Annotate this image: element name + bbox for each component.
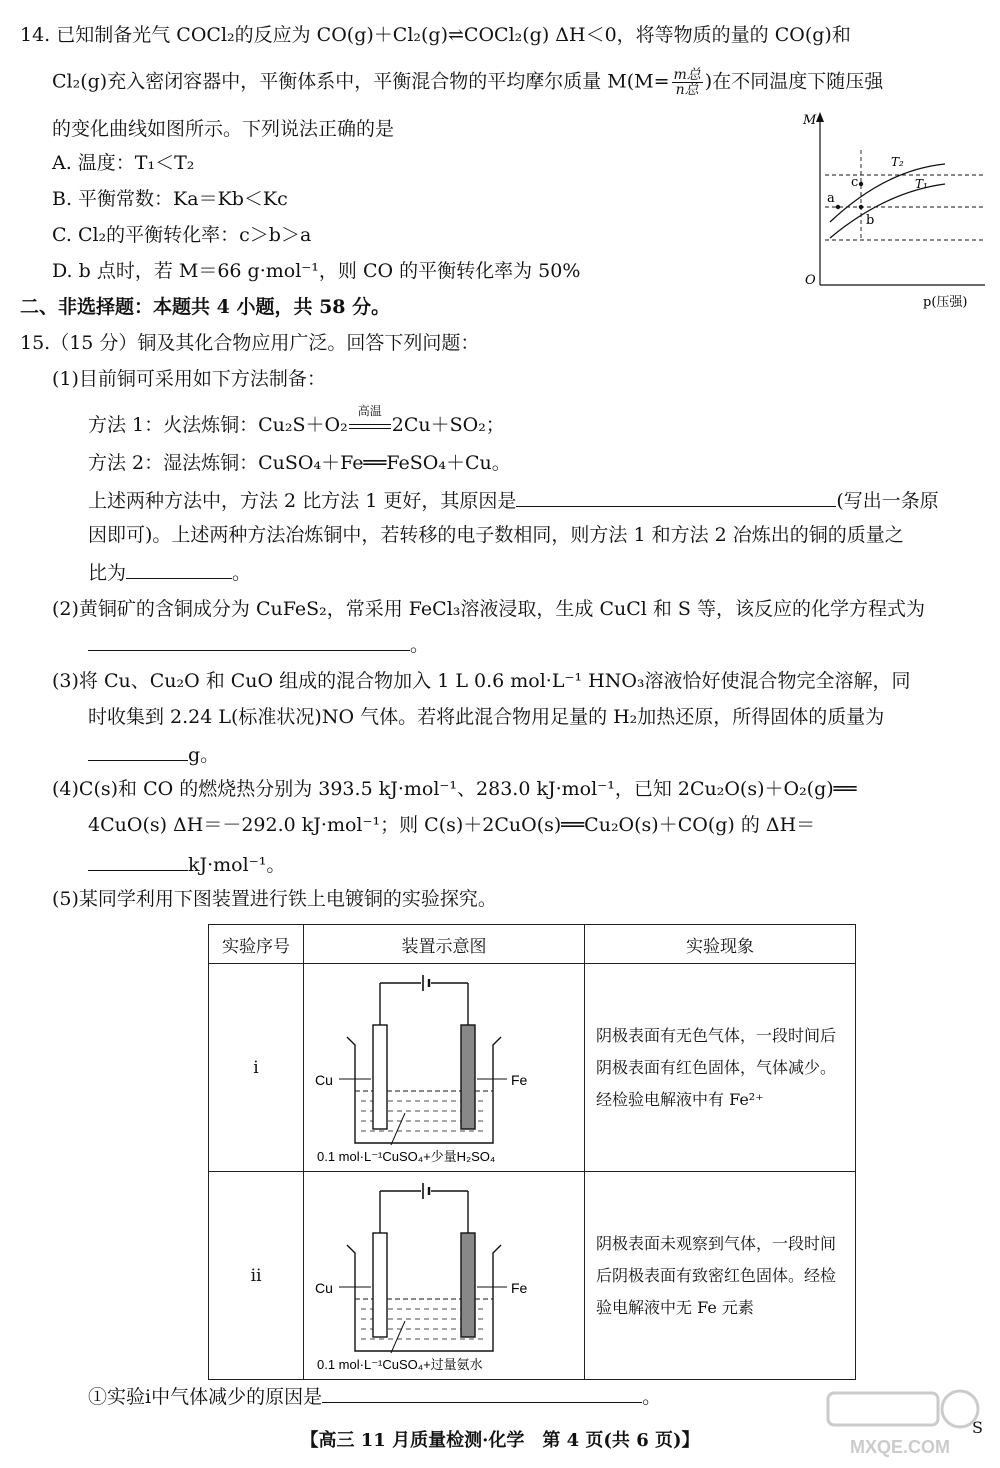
cu-electrode-1: [373, 1025, 387, 1129]
q14-line1: 14. 已知制备光气 COCl₂的反应为 CO(g)＋Cl₂(g)⇌COCl₂(g) ΔH＜0，将等物质的量的 CO(g)和: [20, 24, 851, 46]
solution-label-1: 0.1 mol·L⁻¹CuSO₄+少量H₂SO₄: [317, 1149, 496, 1164]
beaker-icon: [347, 1245, 501, 1351]
fe-electrode-2: [461, 1233, 475, 1337]
fe-electrode-1: [461, 1025, 475, 1129]
method1-lhs: 方法 1：火法炼铜：Cu₂S＋O₂: [88, 414, 348, 436]
q15-part2-answer: [88, 630, 429, 658]
sub1-end: 。: [642, 1386, 662, 1408]
beaker-icon: [347, 1037, 501, 1143]
method1-rhs: 2Cu＋SO₂；: [391, 414, 505, 436]
q15-part3-line1: (3)将 Cu、Cu₂O 和 CuO 组成的混合物加入 1 L 0.6 mol·L⁻¹ HNO₃溶液恰好使混合物完全溶解，同: [52, 670, 911, 692]
row1-id: ⅰ: [209, 964, 304, 1172]
electrolysis-cell-diagram-1: [305, 965, 583, 1165]
point-b: [859, 205, 863, 209]
q14-line2a: Cl₂(g)充入密闭容器中，平衡体系中，平衡混合物的平均摩尔质量 M(M=: [52, 70, 670, 93]
q15-ratio-line: [88, 558, 251, 586]
row2-id: ⅱ: [209, 1172, 304, 1380]
fraction-denominator: n总: [675, 82, 699, 98]
x-axis-label: p(压强): [923, 295, 968, 310]
table-header-row: [209, 925, 856, 964]
watermark-text: MXQE.COM: [850, 1437, 951, 1457]
y-axis-arrow: [816, 112, 824, 122]
ratio-text: 比为: [88, 562, 127, 584]
q15-part3-line2: 时收集到 2.24 L(标准状况)NO 气体。若将此混合物用足量的 H₂加热还原，所得固体的质量为: [88, 706, 885, 728]
q14-line2: [52, 68, 883, 97]
experiment-table: [208, 924, 856, 1380]
reaction-arrow: [348, 404, 392, 438]
cu-electrode-2: [373, 1233, 387, 1337]
table-row: [209, 1172, 856, 1380]
q15-part3-answer: [88, 740, 219, 768]
q15-reason-line: [88, 486, 939, 514]
q14-line3: 的变化曲线如图所示。下列说法正确的是: [52, 118, 395, 140]
part4-end: kJ·mol⁻¹。: [188, 854, 286, 876]
q15-sub1: [88, 1382, 661, 1410]
q15-part5: (5)某同学利用下图装置进行铁上电镀铜的实验探究。: [52, 888, 497, 910]
reason-text: 上述两种方法中，方法 2 比方法 1 更好，其原因是: [88, 490, 517, 512]
q15-part4-line2: 4CuO(s) ΔH＝－292.0 kJ·mol⁻¹；则 C(s)＋2CuO(s)══Cu₂O(s)＋CO(g) 的 ΔH＝: [88, 814, 816, 836]
q15-method1: [88, 404, 505, 438]
corner-mark: S: [972, 1418, 983, 1437]
row2-observation-text: 阴极表面未观察到气体，一段时间后阴极表面有致密红色固体。经检验电解液中无 Fe 元素: [596, 1233, 837, 1317]
point-b-label: b: [866, 213, 875, 228]
row1-observation-text: 阴极表面有无色气体，一段时间后阴极表面有红色固体，气体减少。经检验电解液中有 Fe²⁺: [596, 1025, 837, 1109]
q14-option-b[interactable]: B. 平衡常数：Ka＝Kb＜Kc: [52, 188, 288, 210]
point-c: [859, 182, 863, 186]
answer-blank-mass[interactable]: [88, 740, 188, 761]
answer-blank-equation[interactable]: [88, 630, 410, 651]
point-a-label: a: [827, 191, 835, 206]
curve-t2-label: T₂: [891, 155, 904, 169]
answer-blank-ratio[interactable]: [126, 558, 232, 579]
cu-label-2: Cu: [315, 1280, 333, 1296]
part2-end: 。: [410, 634, 430, 656]
q14-option-d[interactable]: D. b 点时，若 M＝66 g·mol⁻¹，则 CO 的平衡转化率为 50%: [52, 260, 581, 282]
ratio-end: 。: [232, 562, 252, 584]
answer-blank-reason[interactable]: [516, 486, 836, 507]
q14-option-a[interactable]: A. 温度：T₁＜T₂: [52, 152, 195, 174]
reason-tail: (写出一条原: [836, 490, 939, 512]
m-vs-pressure-chart: [795, 110, 1000, 310]
curve-t1: [830, 184, 945, 238]
table-row: [209, 964, 856, 1172]
origin-label: O: [805, 273, 816, 288]
row2-observation: [585, 1172, 856, 1380]
q15-method2: 方法 2：湿法炼铜：CuSO₄＋Fe══FeSO₄＋Cu。: [88, 452, 511, 474]
fraction-numerator: m总: [673, 67, 701, 83]
row1-diagram: [304, 964, 585, 1172]
point-c-label: c: [851, 175, 859, 190]
fe-label-1: Fe: [511, 1072, 528, 1088]
electrolysis-cell-diagram-2: [305, 1173, 583, 1373]
y-axis-label: M: [803, 113, 817, 128]
curve-t2: [830, 164, 945, 222]
header-observation: 实验现象: [585, 925, 856, 964]
q15-part1: (1)目前铜可采用如下方法制备：: [52, 368, 326, 390]
q15-part4-answer: [88, 850, 285, 878]
header-id: 实验序号: [209, 925, 304, 964]
cu-label-1: Cu: [315, 1072, 333, 1088]
point-a: [836, 205, 840, 209]
equals-sign-icon: [349, 424, 391, 429]
q14-option-c[interactable]: C. Cl₂的平衡转化率：c＞b＞a: [52, 224, 312, 246]
answer-blank-enthalpy[interactable]: [88, 850, 188, 871]
reaction-condition: 高温: [357, 404, 382, 418]
q14-line2b: )在不同温度下随压强: [704, 70, 884, 93]
part3-end: g。: [188, 744, 220, 766]
page-footer: 【高三 11 月质量检测·化学 第 4 页(共 6 页)】: [300, 1430, 700, 1451]
row2-diagram: [304, 1172, 585, 1380]
curve-t1-label: T₁: [915, 177, 928, 191]
solution-label-2: 0.1 mol·L⁻¹CuSO₄+过量氨水: [317, 1357, 483, 1372]
header-diagram: 装置示意图: [304, 925, 585, 964]
q15-intro: 15.（15 分）铜及其化合物应用广泛。回答下列问题：: [20, 332, 480, 354]
q15-part4-line1: (4)C(s)和 CO 的燃烧热分别为 393.5 kJ·mol⁻¹、283.0 kJ·mol⁻¹，已知 2Cu₂O(s)＋O₂(g)══: [52, 778, 857, 800]
molar-mass-fraction: [672, 68, 703, 97]
row1-observation: [585, 964, 856, 1172]
answer-blank-gas-reason[interactable]: [322, 1382, 642, 1403]
q15-line2: 因即可)。上述两种方法冶炼铜中，若转移的电子数相同，则方法 1 和方法 2 冶炼出的铜的质量之: [88, 524, 904, 546]
fe-label-2: Fe: [511, 1280, 528, 1296]
q15-part2: (2)黄铜矿的含铜成分为 CuFeS₂，常采用 FeCl₃溶液浸取，生成 CuCl 和 S 等，该反应的化学方程式为: [52, 598, 925, 620]
section-heading: 二、非选择题：本题共 4 小题，共 58 分。: [20, 296, 391, 318]
sub1-text: ①实验ⅰ中气体减少的原因是: [88, 1386, 323, 1408]
